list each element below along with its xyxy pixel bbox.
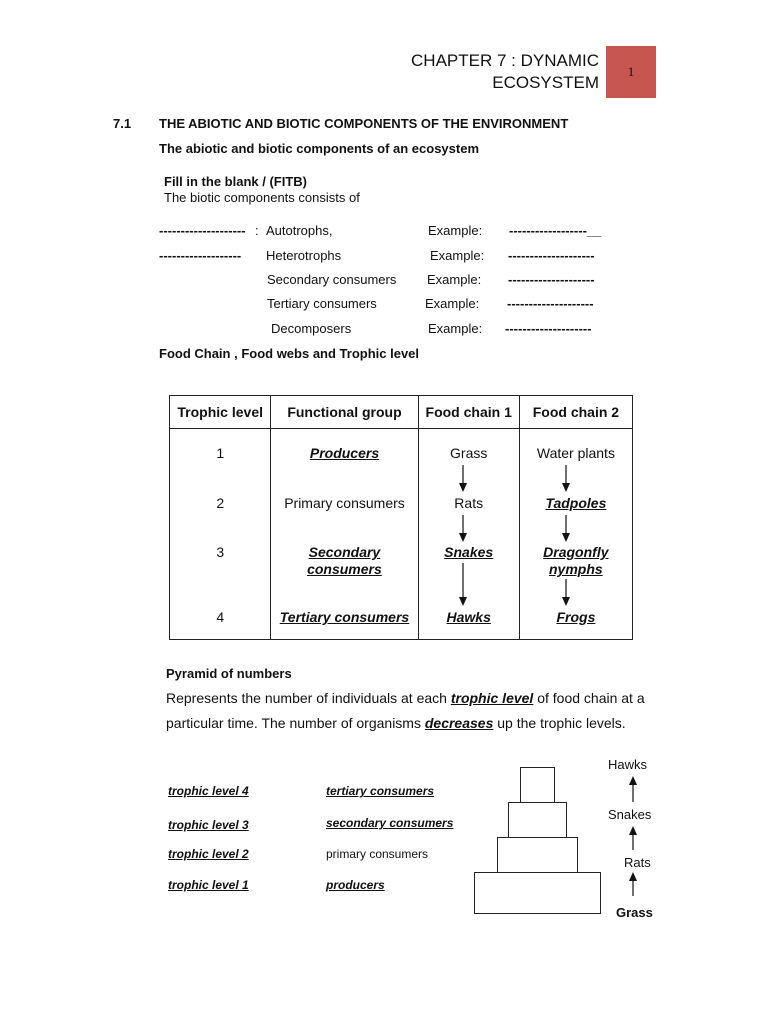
fitb-example-blank-3: --------------------	[508, 272, 595, 287]
chain2-water-plants: Water plants	[536, 445, 615, 461]
level-2: 2	[216, 495, 225, 511]
page-number: 1	[627, 64, 635, 79]
organism-snakes: Snakes	[608, 807, 652, 822]
food-chain-heading: Food Chain , Food webs and Trophic level	[159, 346, 420, 361]
arrow-down-icon	[560, 579, 572, 607]
fitb-sep-1: :	[255, 223, 259, 238]
arrow-up-icon	[627, 776, 639, 802]
pyramid-level-2: trophic level 2	[168, 847, 249, 861]
pyramid-consumer-1: producers	[326, 878, 385, 892]
fitb-group-4: Tertiary consumers	[267, 296, 377, 311]
arrow-down-icon	[457, 465, 469, 493]
chain2-dragonfly-nymphs: Dragonfly nymphs	[543, 544, 609, 577]
arrow-down-icon	[560, 515, 572, 543]
pyramid-text-4: up the trophic levels.	[493, 715, 626, 731]
fitb-example-label-5: Example:	[428, 321, 483, 336]
fitb-blank-1: --------------------	[159, 223, 246, 238]
fitb-group-1: Autotrophs,	[266, 223, 333, 238]
level-1: 1	[216, 445, 225, 461]
pyramid-block-2	[497, 837, 578, 874]
chapter-title-line1: CHAPTER 7 : DYNAMIC	[411, 51, 599, 70]
section-number: 7.1	[113, 116, 132, 131]
groups-cell	[271, 429, 418, 640]
chain1-grass: Grass	[450, 445, 488, 461]
pyramid-term-trophic-level: trophic level	[450, 690, 534, 706]
table-body-row	[170, 429, 633, 640]
fitb-example-label-1: Example:	[428, 223, 483, 238]
chain1-rats: Rats	[454, 495, 484, 511]
fitb-example-blank-2: --------------------	[508, 248, 595, 263]
fitb-example-blank-1: ------------------__	[509, 223, 602, 238]
pyramid-heading: Pyramid of numbers	[166, 666, 292, 681]
fitb-group-3: Secondary consumers	[267, 272, 397, 287]
pyramid-text-3: particular time. The number of organisms	[166, 715, 425, 731]
section-subtitle: The abiotic and biotic components of an ecosystem	[159, 141, 479, 156]
table-header-row	[170, 396, 633, 429]
arrow-down-icon	[560, 465, 572, 493]
fitb-example-label-3: Example:	[427, 272, 482, 287]
pyramid-level-3: trophic level 3	[168, 818, 249, 832]
pyramid-paragraph-line1	[166, 690, 645, 706]
page-number-badge	[606, 46, 656, 98]
organism-grass: Grass	[616, 905, 653, 920]
pyramid-text-2: of food chain at a	[533, 690, 645, 706]
organism-hawks: Hawks	[608, 757, 648, 772]
chain2-cell	[519, 429, 632, 640]
chapter-title-line2: ECOSYSTEM	[492, 73, 599, 92]
pyramid-term-decreases: decreases	[424, 715, 494, 731]
levels-cell	[170, 429, 271, 640]
fitb-group-2: Heterotrophs	[266, 248, 342, 263]
fitb-example-blank-5: --------------------	[505, 321, 592, 336]
fitb-example-blank-4: --------------------	[507, 296, 594, 311]
pyramid-consumer-4: tertiary consumers	[326, 784, 435, 798]
arrow-up-icon	[627, 826, 639, 850]
fitb-example-label-2: Example:	[430, 248, 485, 263]
pyramid-block-4	[520, 767, 555, 804]
pyramid-level-1: trophic level 1	[168, 878, 249, 892]
level-3: 3	[216, 544, 225, 560]
col-food-chain-2: Food chain 2	[519, 396, 632, 429]
chain1-hawks: Hawks	[446, 609, 491, 625]
chapter-title	[380, 50, 599, 94]
pyramid-paragraph-line2	[166, 715, 626, 731]
chain2-frogs: Frogs	[556, 609, 596, 625]
pyramid-consumer-3: secondary consumers	[326, 816, 454, 830]
fitb-heading: Fill in the blank / (FITB)	[164, 174, 307, 189]
col-functional-group: Functional group	[271, 396, 418, 429]
arrow-up-icon	[627, 872, 639, 896]
group-secondary-consumers: Secondary consumers	[307, 544, 382, 577]
fitb-blank-2: -------------------	[159, 248, 242, 263]
chain1-snakes: Snakes	[444, 544, 494, 560]
organism-rats: Rats	[624, 855, 651, 870]
group-producers: Producers	[309, 445, 380, 461]
group-tertiary-consumers: Tertiary consumers	[279, 609, 410, 625]
pyramid-level-4: trophic level 4	[168, 784, 249, 798]
fitb-intro: The biotic components consists of	[164, 190, 360, 205]
arrow-down-icon	[457, 515, 469, 543]
pyramid-block-1	[474, 872, 601, 914]
level-4: 4	[216, 609, 225, 625]
fitb-group-5: Decomposers	[271, 321, 352, 336]
group-primary-consumers: Primary consumers	[284, 495, 405, 511]
food-chain-table	[169, 395, 633, 640]
chain2-tadpoles: Tadpoles	[545, 495, 607, 511]
pyramid-text-1: Represents the number of individuals at each	[166, 690, 451, 706]
section-title: THE ABIOTIC AND BIOTIC COMPONENTS OF THE ENVIRONMENT	[159, 116, 569, 131]
pyramid-consumer-2: primary consumers	[326, 847, 429, 861]
arrow-down-icon	[457, 563, 469, 607]
col-trophic-level: Trophic level	[170, 396, 271, 429]
col-food-chain-1: Food chain 1	[418, 396, 519, 429]
pyramid-block-3	[508, 802, 567, 839]
chain1-cell	[418, 429, 519, 640]
fitb-example-label-4: Example:	[425, 296, 480, 311]
